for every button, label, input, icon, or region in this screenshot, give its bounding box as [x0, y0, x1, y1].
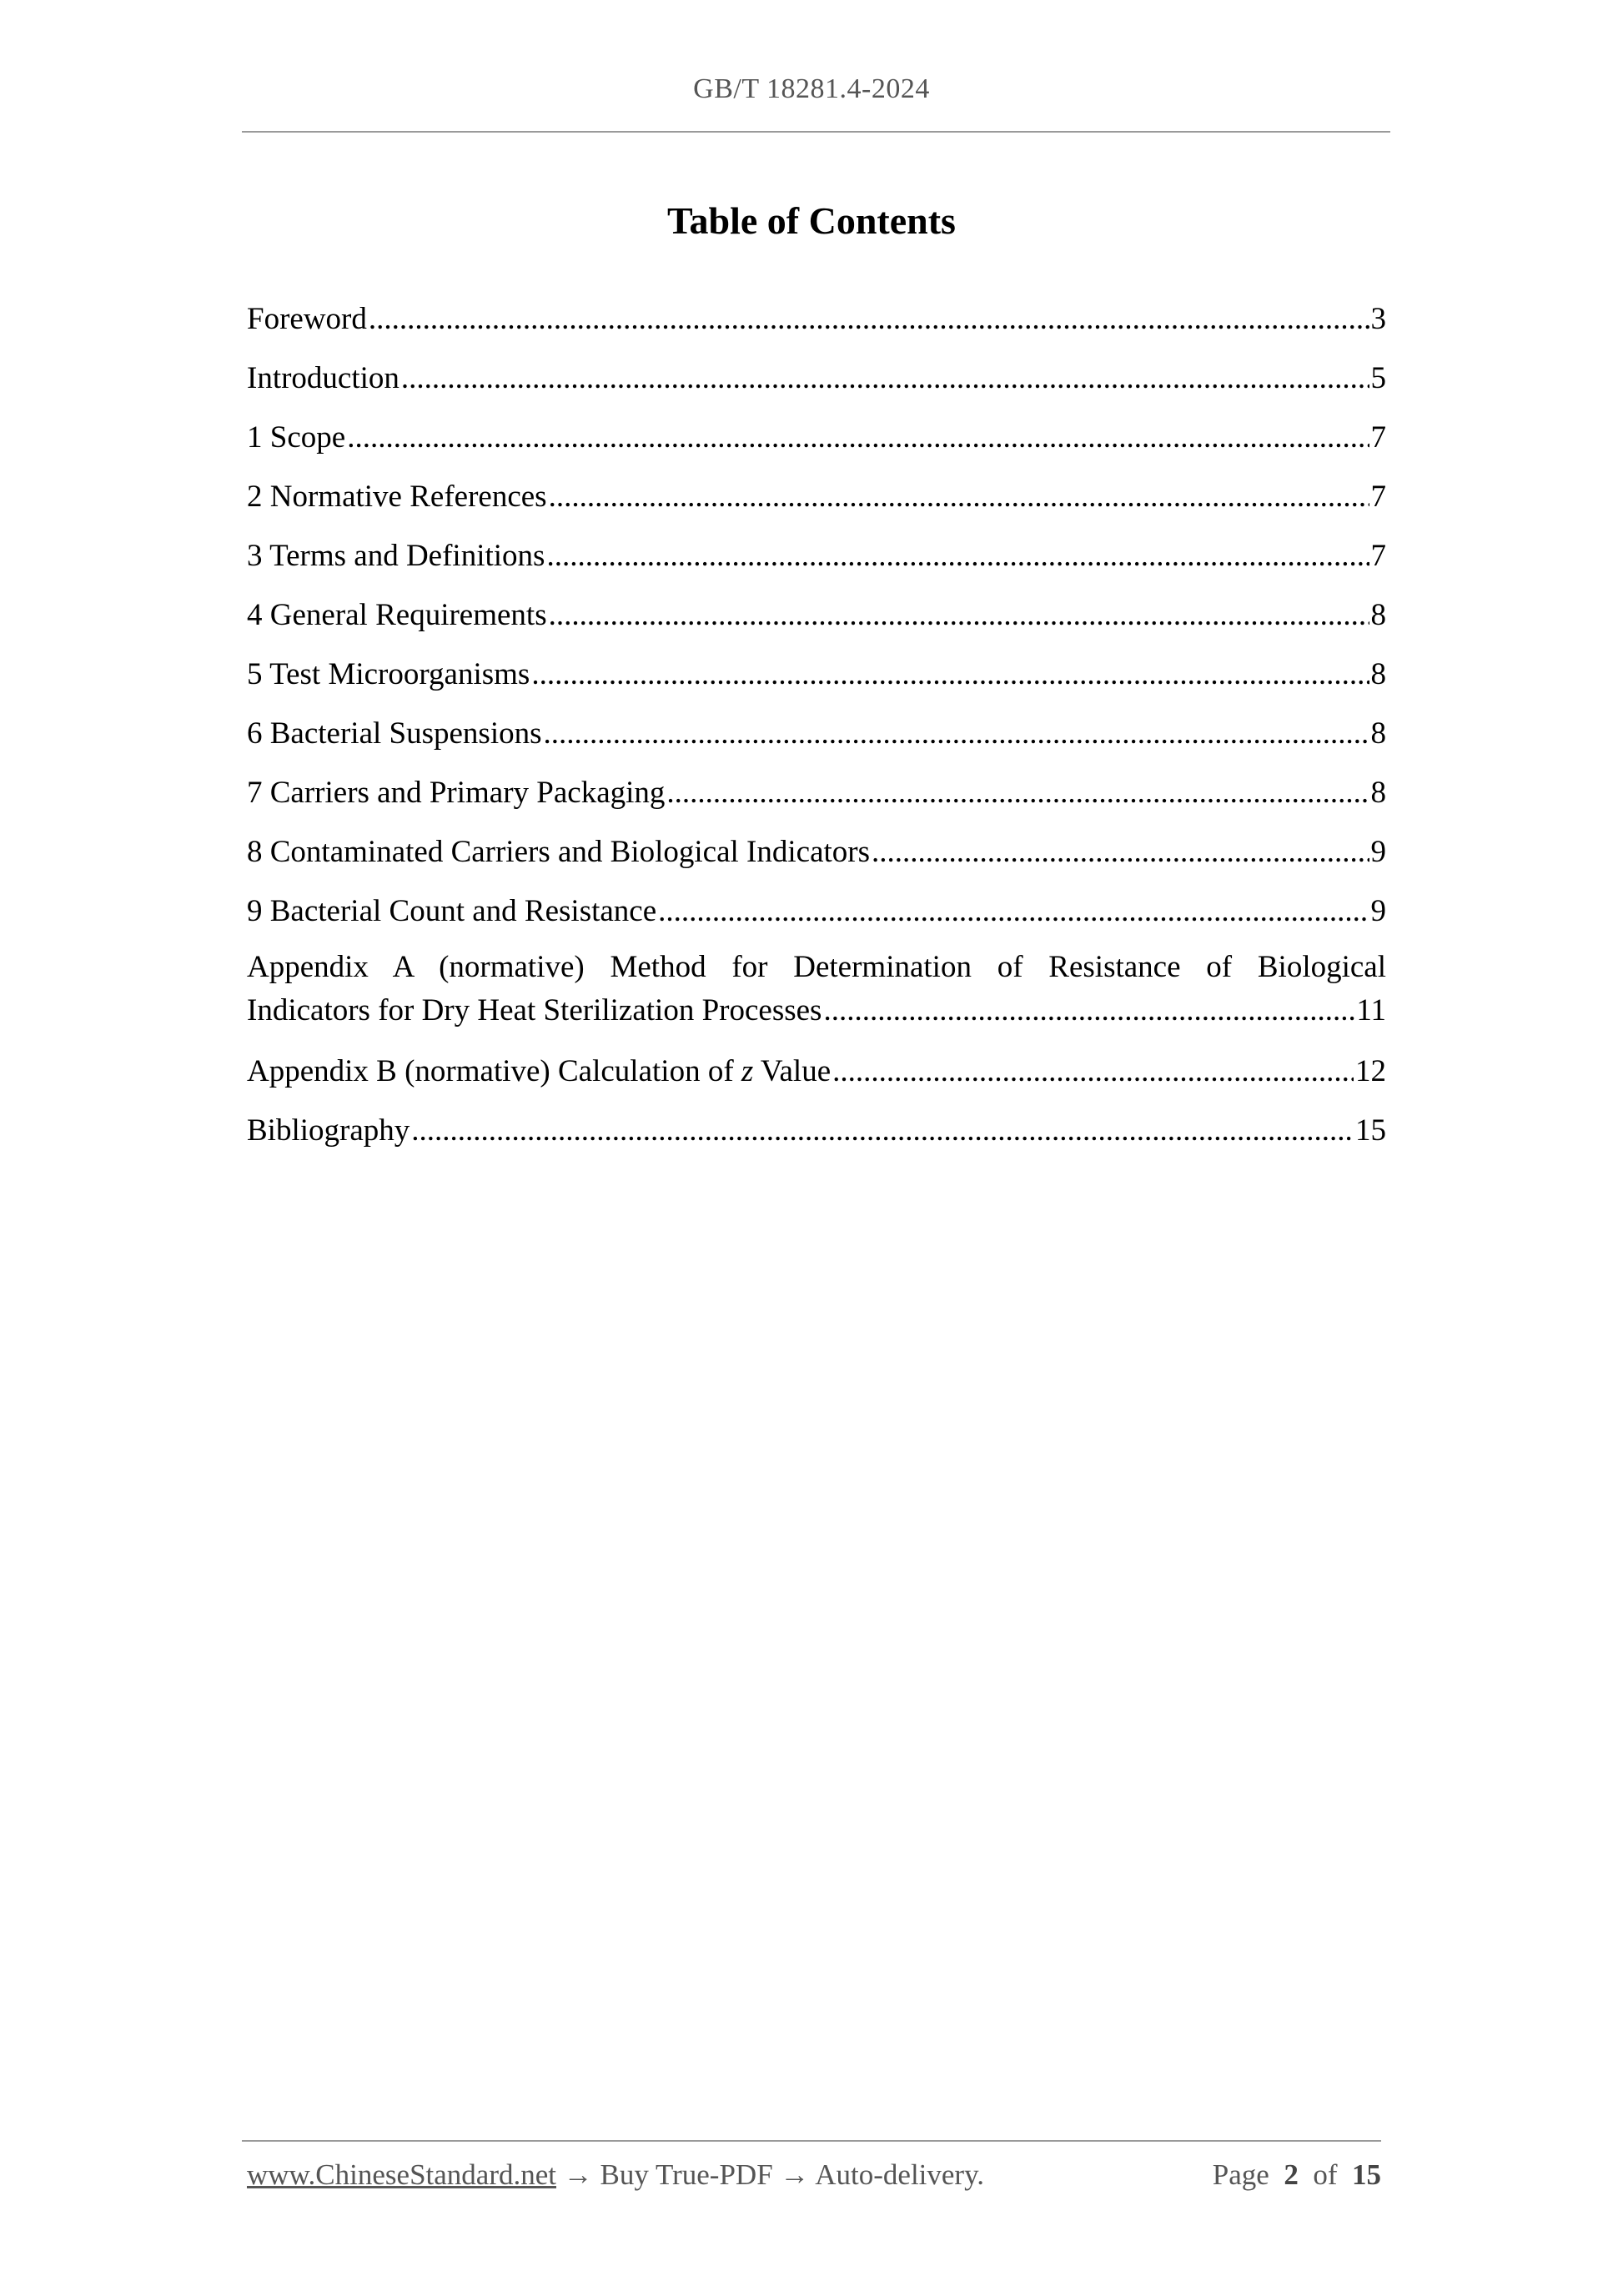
toc-title: Table of Contents [667, 199, 956, 242]
toc-entry-test-microorganisms[interactable] [247, 637, 1386, 696]
toc-leader-dots [549, 594, 1369, 637]
header-doc-code: GB/T 18281.4-2024 [693, 73, 930, 104]
toc-entry-page: 7 [1370, 480, 1386, 514]
toc-entry-label: Introduction [247, 361, 399, 395]
toc-list [247, 282, 1386, 1153]
arrow-right-icon: → [780, 2158, 810, 2191]
toc-leader-dots [531, 653, 1369, 696]
toc-entry-bacterial-suspensions[interactable] [247, 696, 1386, 756]
toc-entry-appendix-a[interactable] [247, 946, 1386, 1032]
toc-leader-dots [401, 357, 1369, 400]
footer-rule [242, 2140, 1381, 2142]
toc-entry-label: 1 Scope [247, 420, 346, 455]
footer-buy-text: Buy True-PDF [600, 2158, 773, 2191]
toc-entry-page: 5 [1370, 361, 1386, 395]
toc-entry-label-post: Value [753, 1054, 832, 1088]
toc-leader-dots [549, 475, 1369, 519]
toc-entry-page: 9 [1370, 894, 1386, 928]
toc-leader-dots [347, 416, 1369, 460]
toc-entry-label: Foreword [247, 302, 367, 336]
toc-entry-bacterial-count[interactable] [247, 874, 1386, 933]
toc-entry-label: 6 Bacterial Suspensions [247, 716, 542, 751]
toc-leader-dots [411, 1109, 1354, 1153]
toc-entry-introduction[interactable] [247, 341, 1386, 400]
toc-entry-label: 2 Normative References [247, 480, 547, 514]
toc-entry-label-line1: Appendix A (normative) Method for Determination of Resistance of Biological [247, 950, 1386, 984]
toc-entry-label: 8 Contaminated Carriers and Biological Indicators [247, 835, 870, 869]
toc-leader-dots [658, 890, 1369, 933]
toc-entry-label [247, 1050, 831, 1093]
toc-entry-foreword[interactable] [247, 282, 1386, 341]
page-indicator [1213, 2158, 1381, 2192]
toc-entry-page: 8 [1370, 716, 1386, 751]
toc-entry-label: Bibliography [247, 1113, 410, 1148]
footer [247, 2158, 1381, 2192]
toc-entry-label-pre: Appendix B (normative) Calculation of [247, 1054, 741, 1088]
toc-entry-page: 7 [1370, 420, 1386, 455]
toc-entry-scope[interactable] [247, 400, 1386, 460]
toc-entry-page: 11 [1356, 993, 1386, 1027]
footer-promo [247, 2158, 984, 2192]
toc-entry-label: 5 Test Microorganisms [247, 657, 530, 691]
toc-entry-page: 7 [1370, 539, 1386, 573]
toc-entry-label-line2-row [247, 989, 1386, 1032]
toc-entry-page: 15 [1355, 1113, 1386, 1148]
toc-entry-label: 4 General Requirements [247, 598, 547, 632]
toc-leader-dots [872, 831, 1369, 874]
footer-site-link[interactable]: www.ChineseStandard.net [247, 2158, 556, 2191]
toc-leader-dots [369, 298, 1369, 341]
toc-entry-page: 8 [1370, 598, 1386, 632]
toc-entry-page: 8 [1370, 776, 1386, 810]
page-total: 15 [1352, 2158, 1381, 2191]
page-word: Page [1212, 2158, 1269, 2191]
toc-entry-general-requirements[interactable] [247, 578, 1386, 637]
toc-entry-terms-definitions[interactable] [247, 519, 1386, 578]
toc-entry-page: 3 [1370, 302, 1386, 336]
toc-entry-normative-references[interactable] [247, 460, 1386, 519]
page-current: 2 [1284, 2158, 1299, 2191]
toc-leader-dots [666, 771, 1369, 815]
toc-entry-appendix-b[interactable] [247, 1034, 1386, 1093]
toc-leader-dots [823, 989, 1354, 1032]
toc-entry-page: 8 [1370, 657, 1386, 691]
toc-entry-label: 9 Bacterial Count and Resistance [247, 894, 657, 928]
toc-entry-label: 7 Carriers and Primary Packaging [247, 776, 666, 810]
header-rule [242, 131, 1390, 133]
toc-entry-contaminated-carriers[interactable] [247, 815, 1386, 874]
of-word: of [1313, 2158, 1338, 2191]
toc-leader-dots [832, 1050, 1354, 1093]
arrow-right-icon: → [563, 2158, 593, 2191]
toc-entry-page: 12 [1355, 1054, 1386, 1088]
toc-entry-page: 9 [1370, 835, 1386, 869]
toc-leader-dots [544, 712, 1369, 756]
toc-entry-label-variable: z [741, 1054, 754, 1088]
toc-entry-label: 3 Terms and Definitions [247, 539, 545, 573]
toc-leader-dots [546, 535, 1369, 578]
toc-entry-carriers-packaging[interactable] [247, 756, 1386, 815]
toc-entry-label-line2: Indicators for Dry Heat Sterilization Processes [247, 993, 822, 1027]
toc-entry-bibliography[interactable] [247, 1093, 1386, 1153]
footer-delivery-text: Auto-delivery. [815, 2158, 985, 2191]
